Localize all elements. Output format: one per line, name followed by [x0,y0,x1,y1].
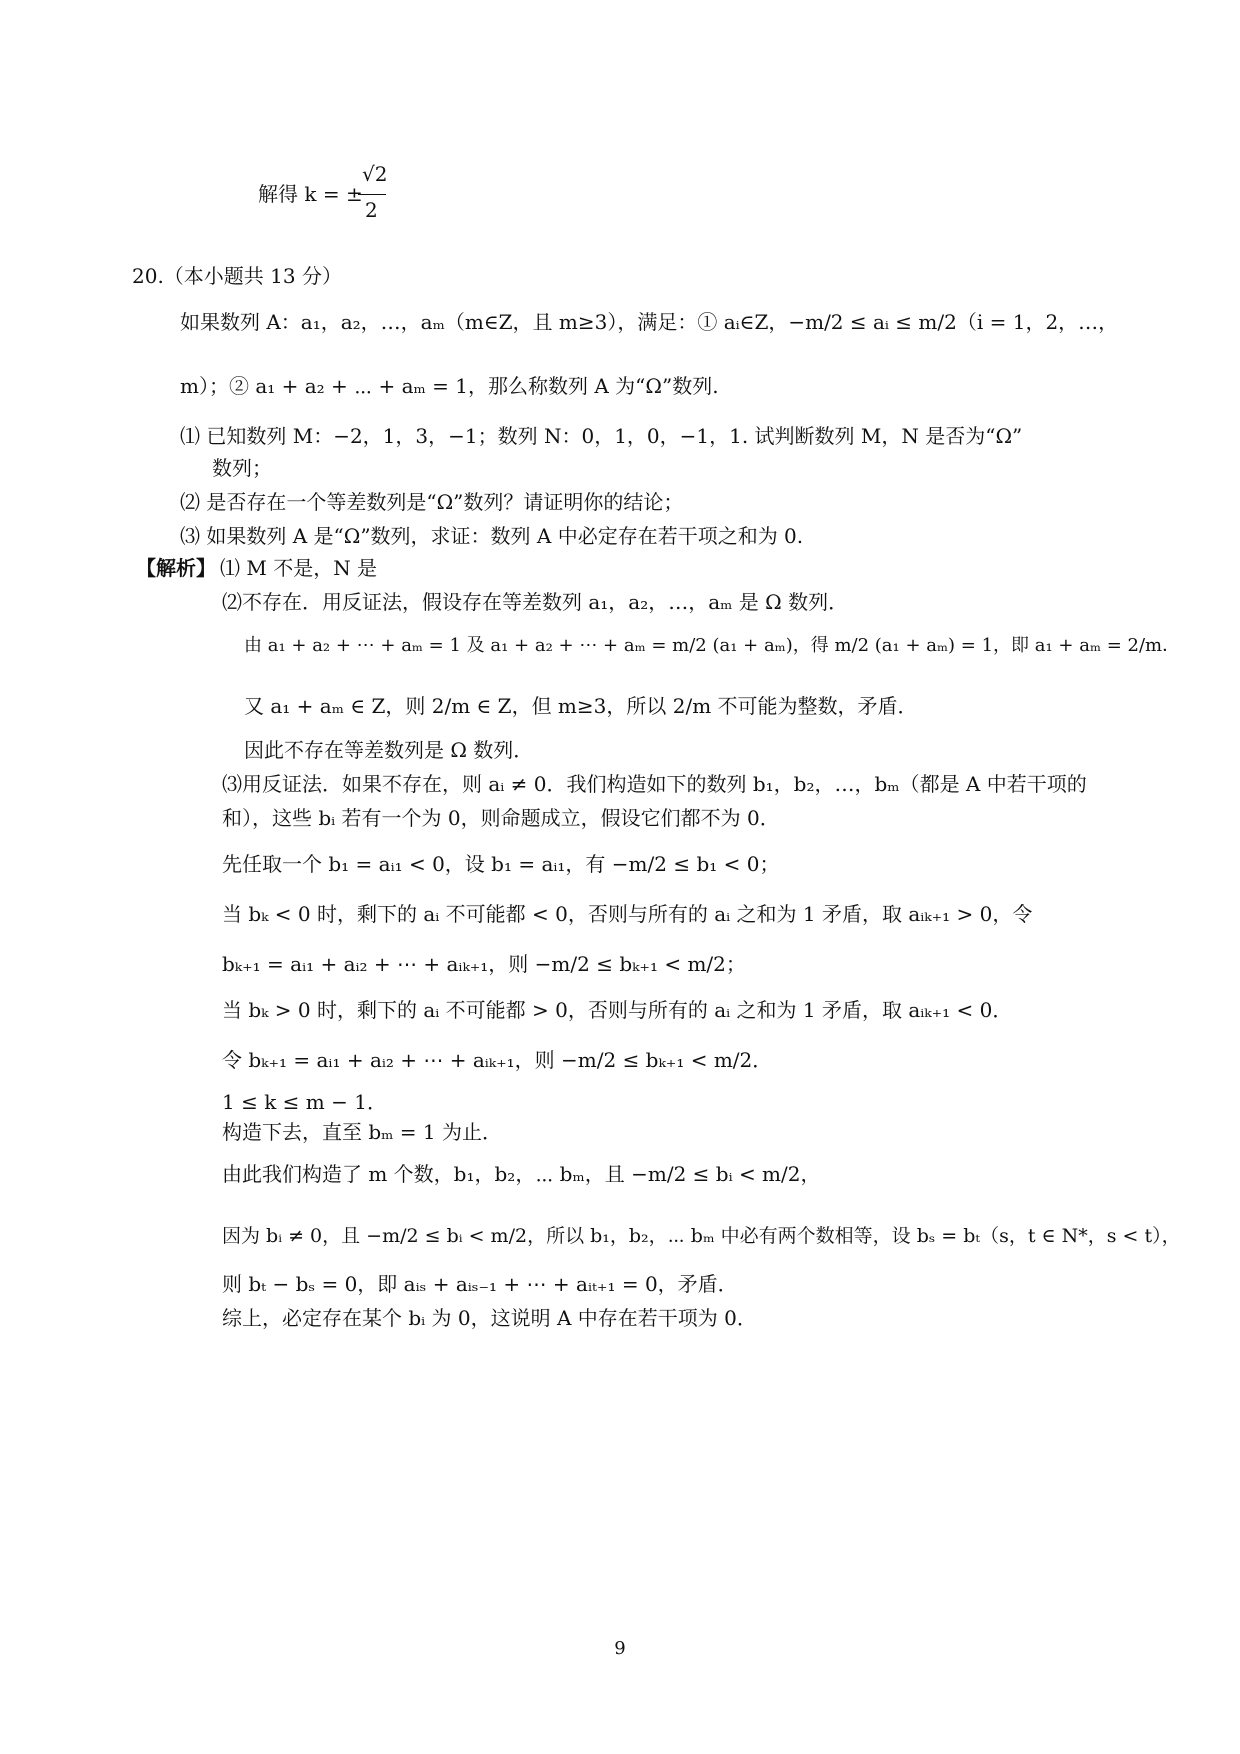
solution-part3-line12: 则 bₜ − bₛ = 0，即 aᵢₛ + aᵢₛ₋₁ + ⋯ + aᵢₜ₊₁ = 0，矛盾． [222,1272,738,1296]
problem-stem-line1: 如果数列 A：a₁，a₂，…，aₘ（m∈Z，且 m≥3），满足：① aᵢ∈Z，−m/2 ≤ aᵢ ≤ m/2（i = 1，2，…， [180,310,1119,334]
solution-part3-line2: 和），这些 bᵢ 若有一个为 0，则命题成立，假设它们都不为 0． [222,806,780,830]
solution-part3-line7: 令 bₖ₊₁ = aᵢ₁ + aᵢ₂ + ⋯ + aᵢₖ₊₁，则 −m/2 ≤ bₖ₊₁ < m/2． [222,1048,773,1072]
solution-part3-line4: 当 bₖ < 0 时，剩下的 aᵢ 不可能都 < 0，否则与所有的 aᵢ 之和为 1 矛盾，取 aᵢₖ₊₁ > 0，令 [222,902,1033,926]
solution-part3-line1: ⑶用反证法．如果不存在，则 aᵢ ≠ 0．我们构造如下的数列 b₁，b₂，…，bₘ（都是 A 中若干项的 [222,772,1087,796]
solution-part3-line8: 1 ≤ k ≤ m − 1． [222,1090,387,1114]
solution-part2-line2: 由 a₁ + a₂ + ⋯ + aₘ = 1 及 a₁ + a₂ + ⋯ + aₘ = m/2 (a₁ + aₘ)，得 m/2 (a₁ + aₘ) = 1，即 a₁ + aₘ = 2/m． [244,635,1181,656]
page-number: 9 [614,1638,626,1659]
prev-result-denominator: 2 [365,198,378,222]
solution-label: 【解析】 [136,556,216,580]
question-1-line2: 数列； [212,456,272,480]
problem-heading: 20.（本小题共 13 分） [132,264,342,288]
solution-part3-line6: 当 bₖ > 0 时，剩下的 aᵢ 不可能都 > 0，否则与所有的 aᵢ 之和为 1 矛盾，取 aᵢₖ₊₁ < 0． [222,998,1013,1022]
question-1-line1: ⑴ 已知数列 M：−2，1，3，−1；数列 N：0，1，0，−1，1. 试判断数列 M，N 是否为“Ω” [180,424,1023,448]
solution-part2-line1: ⑵不存在．用反证法，假设存在等差数列 a₁，a₂，…，aₘ 是 Ω 数列． [222,590,849,614]
solution-part3-line11: 因为 bᵢ ≠ 0，且 −m/2 ≤ bᵢ < m/2，所以 b₁，b₂，⋯ bₘ 中必有两个数相等，设 bₛ = bₜ（s，t ∈ N*，s < t）， [222,1225,1181,1247]
solution-part3-line5: bₖ₊₁ = aᵢ₁ + aᵢ₂ + ⋯ + aᵢₖ₊₁，则 −m/2 ≤ bₖ₊₁ < m/2； [222,952,746,976]
solution-part2-line3: 又 a₁ + aₘ ∈ Z，则 2/m ∈ Z，但 m≥3，所以 2/m 不可能为整数，矛盾． [244,694,918,718]
prev-result-fraction-bar [358,194,386,195]
solution-part2-line4: 因此不存在等差数列是 Ω 数列． [244,738,534,762]
problem-stem-line2: m）；② a₁ + a₂ + ⋯ + aₘ = 1，那么称数列 A 为“Ω”数列. [180,374,719,398]
prev-result-numerator: √2 [362,162,388,186]
solution-part1: ⑴ M 不是，N 是 [220,556,378,580]
solution-part3-line13: 综上，必定存在某个 bᵢ 为 0，这说明 A 中存在若干项为 0． [222,1306,757,1330]
solution-part3-line9: 构造下去，直至 bₘ = 1 为止． [222,1120,502,1144]
prev-result-prefix: 解得 k = ± [258,182,363,206]
solution-part3-line3: 先任取一个 b₁ = aᵢ₁ < 0，设 b₁ = aᵢ₁，有 −m/2 ≤ b₁ < 0； [222,852,780,876]
solution-part3-line10: 由此我们构造了 m 个数，b₁，b₂，⋯ bₘ，且 −m/2 ≤ bᵢ < m/2， [222,1162,821,1186]
question-3: ⑶ 如果数列 A 是“Ω”数列，求证：数列 A 中必定存在若干项之和为 0. [180,524,804,548]
question-2: ⑵ 是否存在一个等差数列是“Ω”数列？请证明你的结论； [180,490,684,514]
